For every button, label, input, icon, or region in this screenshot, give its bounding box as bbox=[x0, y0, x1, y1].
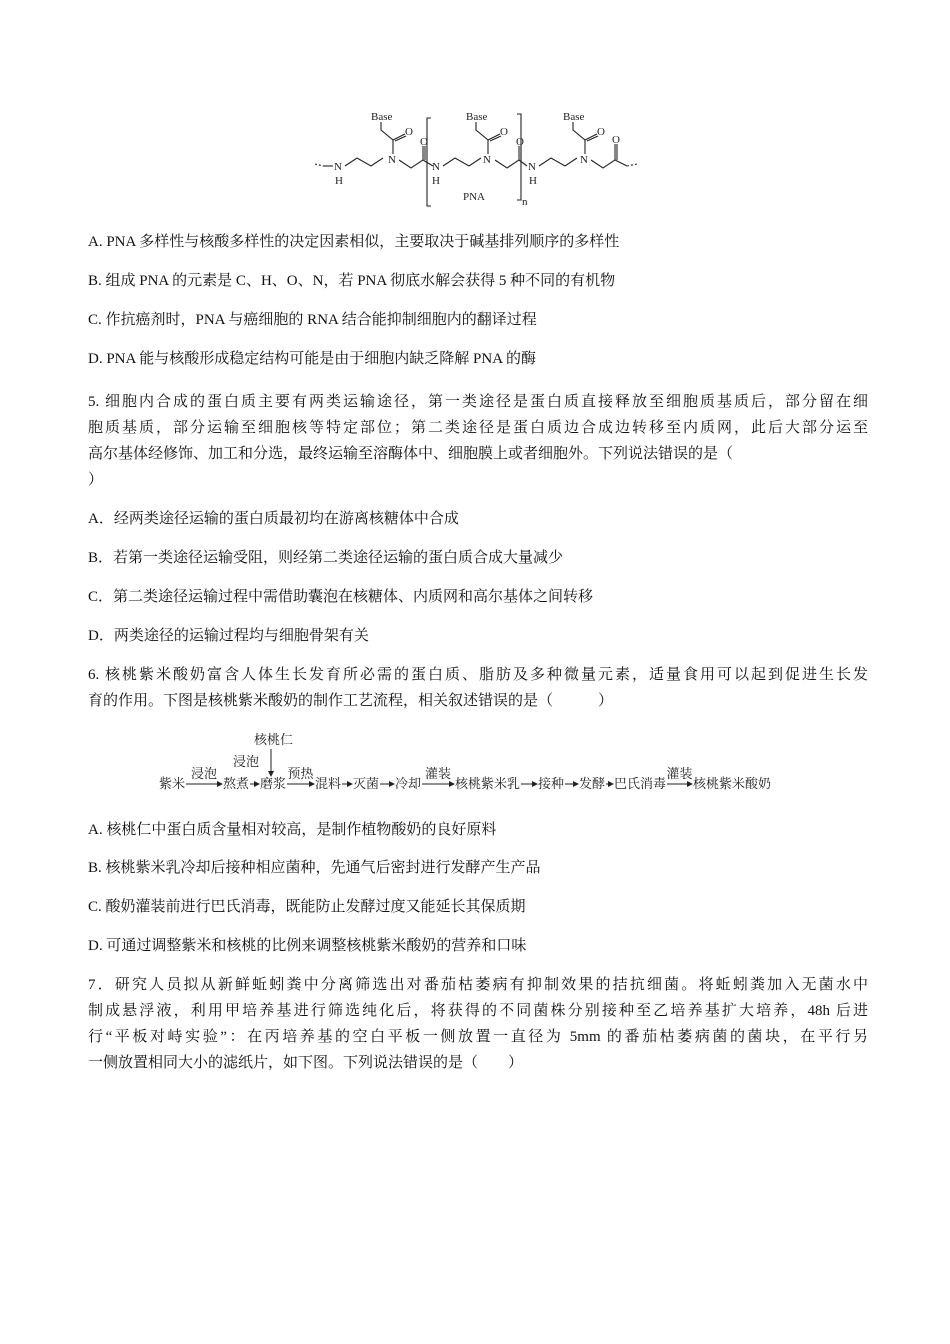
q5-option-a: A．经两类途径运输的蛋白质最初均在游离核糖体中合成 bbox=[88, 511, 459, 527]
repeat-subscript: n bbox=[522, 196, 528, 208]
flow-side-step: 浸泡 bbox=[233, 754, 260, 769]
figure-caption: PNA bbox=[463, 191, 486, 203]
flow-side-input: 核桃仁 bbox=[254, 732, 294, 747]
base-label: Base bbox=[563, 111, 585, 123]
q5-option-d: D．两类途径的运输过程均与细胞骨架有关 bbox=[88, 628, 369, 644]
base-label: Base bbox=[466, 111, 488, 123]
q5-option-c: C．第二类途径运输过程中需借助囊泡在核糖体、内质网和高尔基体之间转移 bbox=[88, 589, 594, 605]
flow-node: 核桃紫米乳 bbox=[455, 776, 521, 791]
flow-edge-label: 预热 bbox=[287, 766, 314, 781]
hydrogen-label: H bbox=[432, 175, 440, 187]
oxygen-label: O bbox=[500, 126, 508, 138]
q4-option-d: D. PNA 能与核酸形成稳定结构可能是由于细胞内缺乏降解 PNA 的酶 bbox=[88, 351, 536, 367]
q6-option-d: D. 可通过调整紫米和核桃的比例来调整核桃紫米酸奶的营养和口味 bbox=[88, 938, 527, 954]
nitrogen-label: N bbox=[432, 161, 440, 173]
stem-line: 行“平板对峙实验”：在丙培养基的空白平板一侧放置一直径为 5mm 的番茄枯萎病菌的菌块，在平行另 bbox=[88, 1029, 868, 1045]
nitrogen-label: N bbox=[528, 161, 536, 173]
nitrogen-label: N bbox=[334, 161, 342, 173]
flow-node: 紫米 bbox=[159, 776, 186, 791]
flow-node: 冷却 bbox=[395, 776, 422, 791]
flow-node: 混料 bbox=[315, 776, 342, 791]
stem-line: 6. 核桃紫米酸奶富含人体生长发育所必需的蛋白质、脂肪及多种微量元素，适量食用可以起到促进生长发 bbox=[88, 667, 868, 683]
flow-edge-label: 灌装 bbox=[425, 766, 452, 781]
stem-line: 7．研究人员拟从新鲜蚯蚓粪中分离筛选出对番茄枯萎病有抑制效果的拮抗细菌。将蚯蚓粪加入无菌水中 bbox=[88, 977, 868, 993]
q5-stem bbox=[88, 389, 868, 493]
process-flowchart bbox=[155, 728, 795, 798]
nitrogen-label: N bbox=[580, 154, 588, 166]
flow-edge-label: 灌装 bbox=[666, 766, 693, 781]
flow-node: 接种 bbox=[538, 776, 565, 791]
stem-line: 制成悬浮液，利用甲培养基进行筛选纯化后，将获得的不同菌株分别接种至乙培养基扩大培养，48h 后进 bbox=[88, 1003, 868, 1019]
flow-node: 熬煮 bbox=[223, 776, 250, 791]
flow-node: 灭菌 bbox=[353, 776, 380, 791]
oxygen-label: O bbox=[405, 126, 413, 138]
q4-option-c: C. 作抗癌剂时，PNA 与癌细胞的 RNA 结合能抑制细胞内的翻译过程 bbox=[88, 312, 537, 328]
q4-option-b: B. 组成 PNA 的元素是 C、H、O、N，若 PNA 彻底水解会获得 5 种不同的有机物 bbox=[88, 273, 616, 289]
flow-edge-label: 浸泡 bbox=[191, 766, 218, 781]
q6-option-c: C. 酸奶灌装前进行巴氏消毒，既能防止发酵过度又能延长其保质期 bbox=[88, 899, 526, 915]
q4-option-a: A. PNA 多样性与核酸多样性的决定因素相似，主要取决于碱基排列顺序的多样性 bbox=[88, 234, 620, 250]
nitrogen-label: N bbox=[388, 154, 396, 166]
q6-stem bbox=[88, 662, 868, 714]
stem-line: 高尔基体经修饰、加工和分选，最终运输至溶酶体中、细胞膜上或者细胞外。下列说法错误的是（ bbox=[88, 446, 734, 462]
stem-line: 5. 细胞内合成的蛋白质主要有两类运输途径，第一类途径是蛋白质直接释放至细胞质基质后，部分留在细 bbox=[88, 394, 868, 410]
oxygen-label: O bbox=[516, 136, 524, 148]
q6-option-a: A. 核桃仁中蛋白质含量相对较高，是制作植物酸奶的良好原料 bbox=[88, 822, 497, 838]
flow-node: 磨浆 bbox=[260, 776, 287, 791]
oxygen-label: O bbox=[420, 136, 428, 148]
oxygen-label: O bbox=[612, 134, 620, 146]
stem-line: 胞质基质，部分运输至细胞核等特定部位；第二类途径是蛋白质边合成边转移至内质网，此后大部分运至 bbox=[88, 420, 868, 436]
hydrogen-label: H bbox=[335, 175, 343, 187]
q6-option-b: B. 核桃紫米乳冷却后接种相应菌种，先通气后密封进行发酵产生产品 bbox=[88, 860, 541, 876]
oxygen-label: O bbox=[597, 126, 605, 138]
stem-line: ） bbox=[88, 472, 104, 488]
stem-line: 一侧放置相同大小的滤纸片，如下图。下列说法错误的是（ ） bbox=[88, 1055, 524, 1071]
flow-node: 发酵 bbox=[579, 776, 606, 791]
hydrogen-label: H bbox=[529, 175, 537, 187]
nitrogen-label: N bbox=[483, 154, 491, 166]
pna-structure-figure bbox=[315, 108, 645, 213]
flow-node: 核桃紫米酸奶 bbox=[693, 776, 772, 791]
q7-stem bbox=[88, 972, 868, 1076]
q5-option-b: B．若第一类途径运输受阻，则经第二类途径运输的蛋白质合成大量减少 bbox=[88, 550, 564, 566]
base-label: Base bbox=[371, 111, 393, 123]
stem-line: 育的作用。下图是核桃紫米酸奶的制作工艺流程，相关叙述错误的是（ ） bbox=[88, 693, 614, 709]
flow-node: 巴氏消毒 bbox=[614, 776, 667, 791]
